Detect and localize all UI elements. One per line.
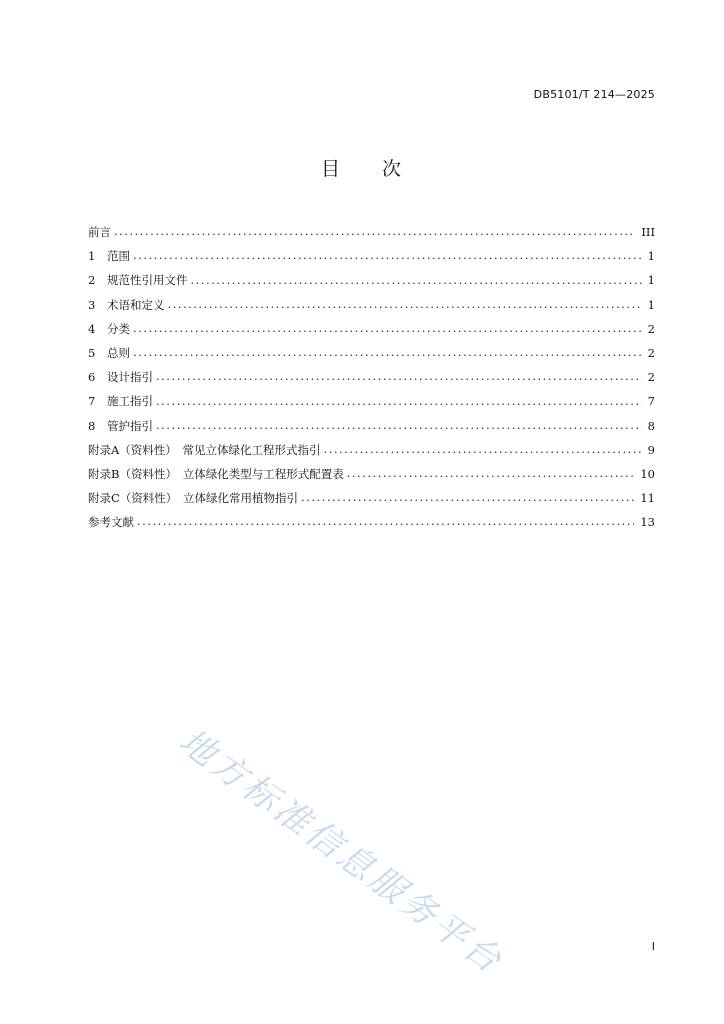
toc-entry-label: 总则 <box>107 346 130 361</box>
toc-entry-page: 10 <box>640 466 655 481</box>
toc-entry-label: 参考文献 <box>88 515 134 530</box>
toc-entry-page: 2 <box>647 370 655 385</box>
toc-entry-label: 附录B（资料性） 立体绿化类型与工程形式配置表 <box>88 466 344 481</box>
toc-leader-dots <box>133 322 642 336</box>
toc-entry-number: 5 <box>88 346 96 361</box>
title-left: 目 <box>320 158 342 180</box>
toc-entry-references[interactable] <box>88 510 655 534</box>
toc-entry-foreword[interactable] <box>88 220 655 244</box>
toc-entry-page: 7 <box>647 394 655 409</box>
toc-entry-number: 2 <box>88 273 96 288</box>
toc-leader-dots <box>137 515 634 529</box>
page-number: I <box>651 940 655 953</box>
toc-leader-dots <box>301 491 634 505</box>
watermark: 地方标准信息服务平台 <box>171 721 511 983</box>
toc-entry-page: 2 <box>647 321 655 336</box>
toc-entry-3[interactable] <box>88 293 655 317</box>
toc-leader-dots <box>168 298 642 312</box>
toc-entry-number: 7 <box>88 394 96 409</box>
toc-entry-1[interactable] <box>88 244 655 268</box>
toc-entry-page: 2 <box>647 346 655 361</box>
toc-entry-page: 1 <box>647 249 655 264</box>
toc-entry-5[interactable] <box>88 341 655 365</box>
toc-entry-label: 附录A（资料性） 常见立体绿化工程形式指引 <box>88 442 321 457</box>
toc-entry-page: 1 <box>647 297 655 312</box>
toc-entry-page: 13 <box>640 515 655 530</box>
toc-entry-page: III <box>641 225 655 240</box>
toc-entry-appendix-b[interactable] <box>88 462 655 486</box>
toc-leader-dots <box>191 274 642 288</box>
toc-entry-appendix-a[interactable] <box>88 438 655 462</box>
toc-entry-number: 3 <box>88 297 96 312</box>
toc-entry-7[interactable] <box>88 389 655 413</box>
toc-entry-page: 8 <box>647 418 655 433</box>
title-right: 次 <box>382 158 404 180</box>
toc-entry-page: 1 <box>647 273 655 288</box>
toc-leader-dots <box>156 395 642 409</box>
toc-entry-8[interactable] <box>88 414 655 438</box>
toc-entry-label: 管护指引 <box>107 418 153 433</box>
toc-leader-dots <box>133 249 642 263</box>
toc-entry-label: 术语和定义 <box>107 297 165 312</box>
toc-entry-number: 6 <box>88 370 96 385</box>
toc-entry-page: 9 <box>647 442 655 457</box>
table-of-contents <box>88 220 655 534</box>
toc-entry-appendix-c[interactable] <box>88 486 655 510</box>
toc-entry-label: 分类 <box>107 321 130 336</box>
document-code: DB5101/T 214—2025 <box>533 88 655 101</box>
toc-entry-4[interactable] <box>88 317 655 341</box>
toc-entry-number: 8 <box>88 418 96 433</box>
toc-leader-dots <box>324 443 642 457</box>
toc-leader-dots <box>347 467 635 481</box>
toc-leader-dots <box>133 346 642 360</box>
toc-leader-dots <box>156 370 642 384</box>
toc-entry-label: 附录C（资料性） 立体绿化常用植物指引 <box>88 491 299 506</box>
toc-entry-number: 4 <box>88 321 96 336</box>
toc-entry-label: 施工指引 <box>107 394 153 409</box>
toc-leader-dots <box>114 225 635 239</box>
toc-entry-6[interactable] <box>88 365 655 389</box>
toc-entry-number: 1 <box>88 249 96 264</box>
toc-entry-label: 设计指引 <box>107 370 153 385</box>
toc-entry-page: 11 <box>640 491 655 506</box>
toc-entry-label: 规范性引用文件 <box>107 273 188 288</box>
toc-leader-dots <box>156 419 642 433</box>
toc-entry-2[interactable] <box>88 268 655 292</box>
page-title <box>0 154 724 181</box>
toc-entry-label: 范围 <box>107 249 130 264</box>
toc-entry-label: 前言 <box>88 225 111 240</box>
